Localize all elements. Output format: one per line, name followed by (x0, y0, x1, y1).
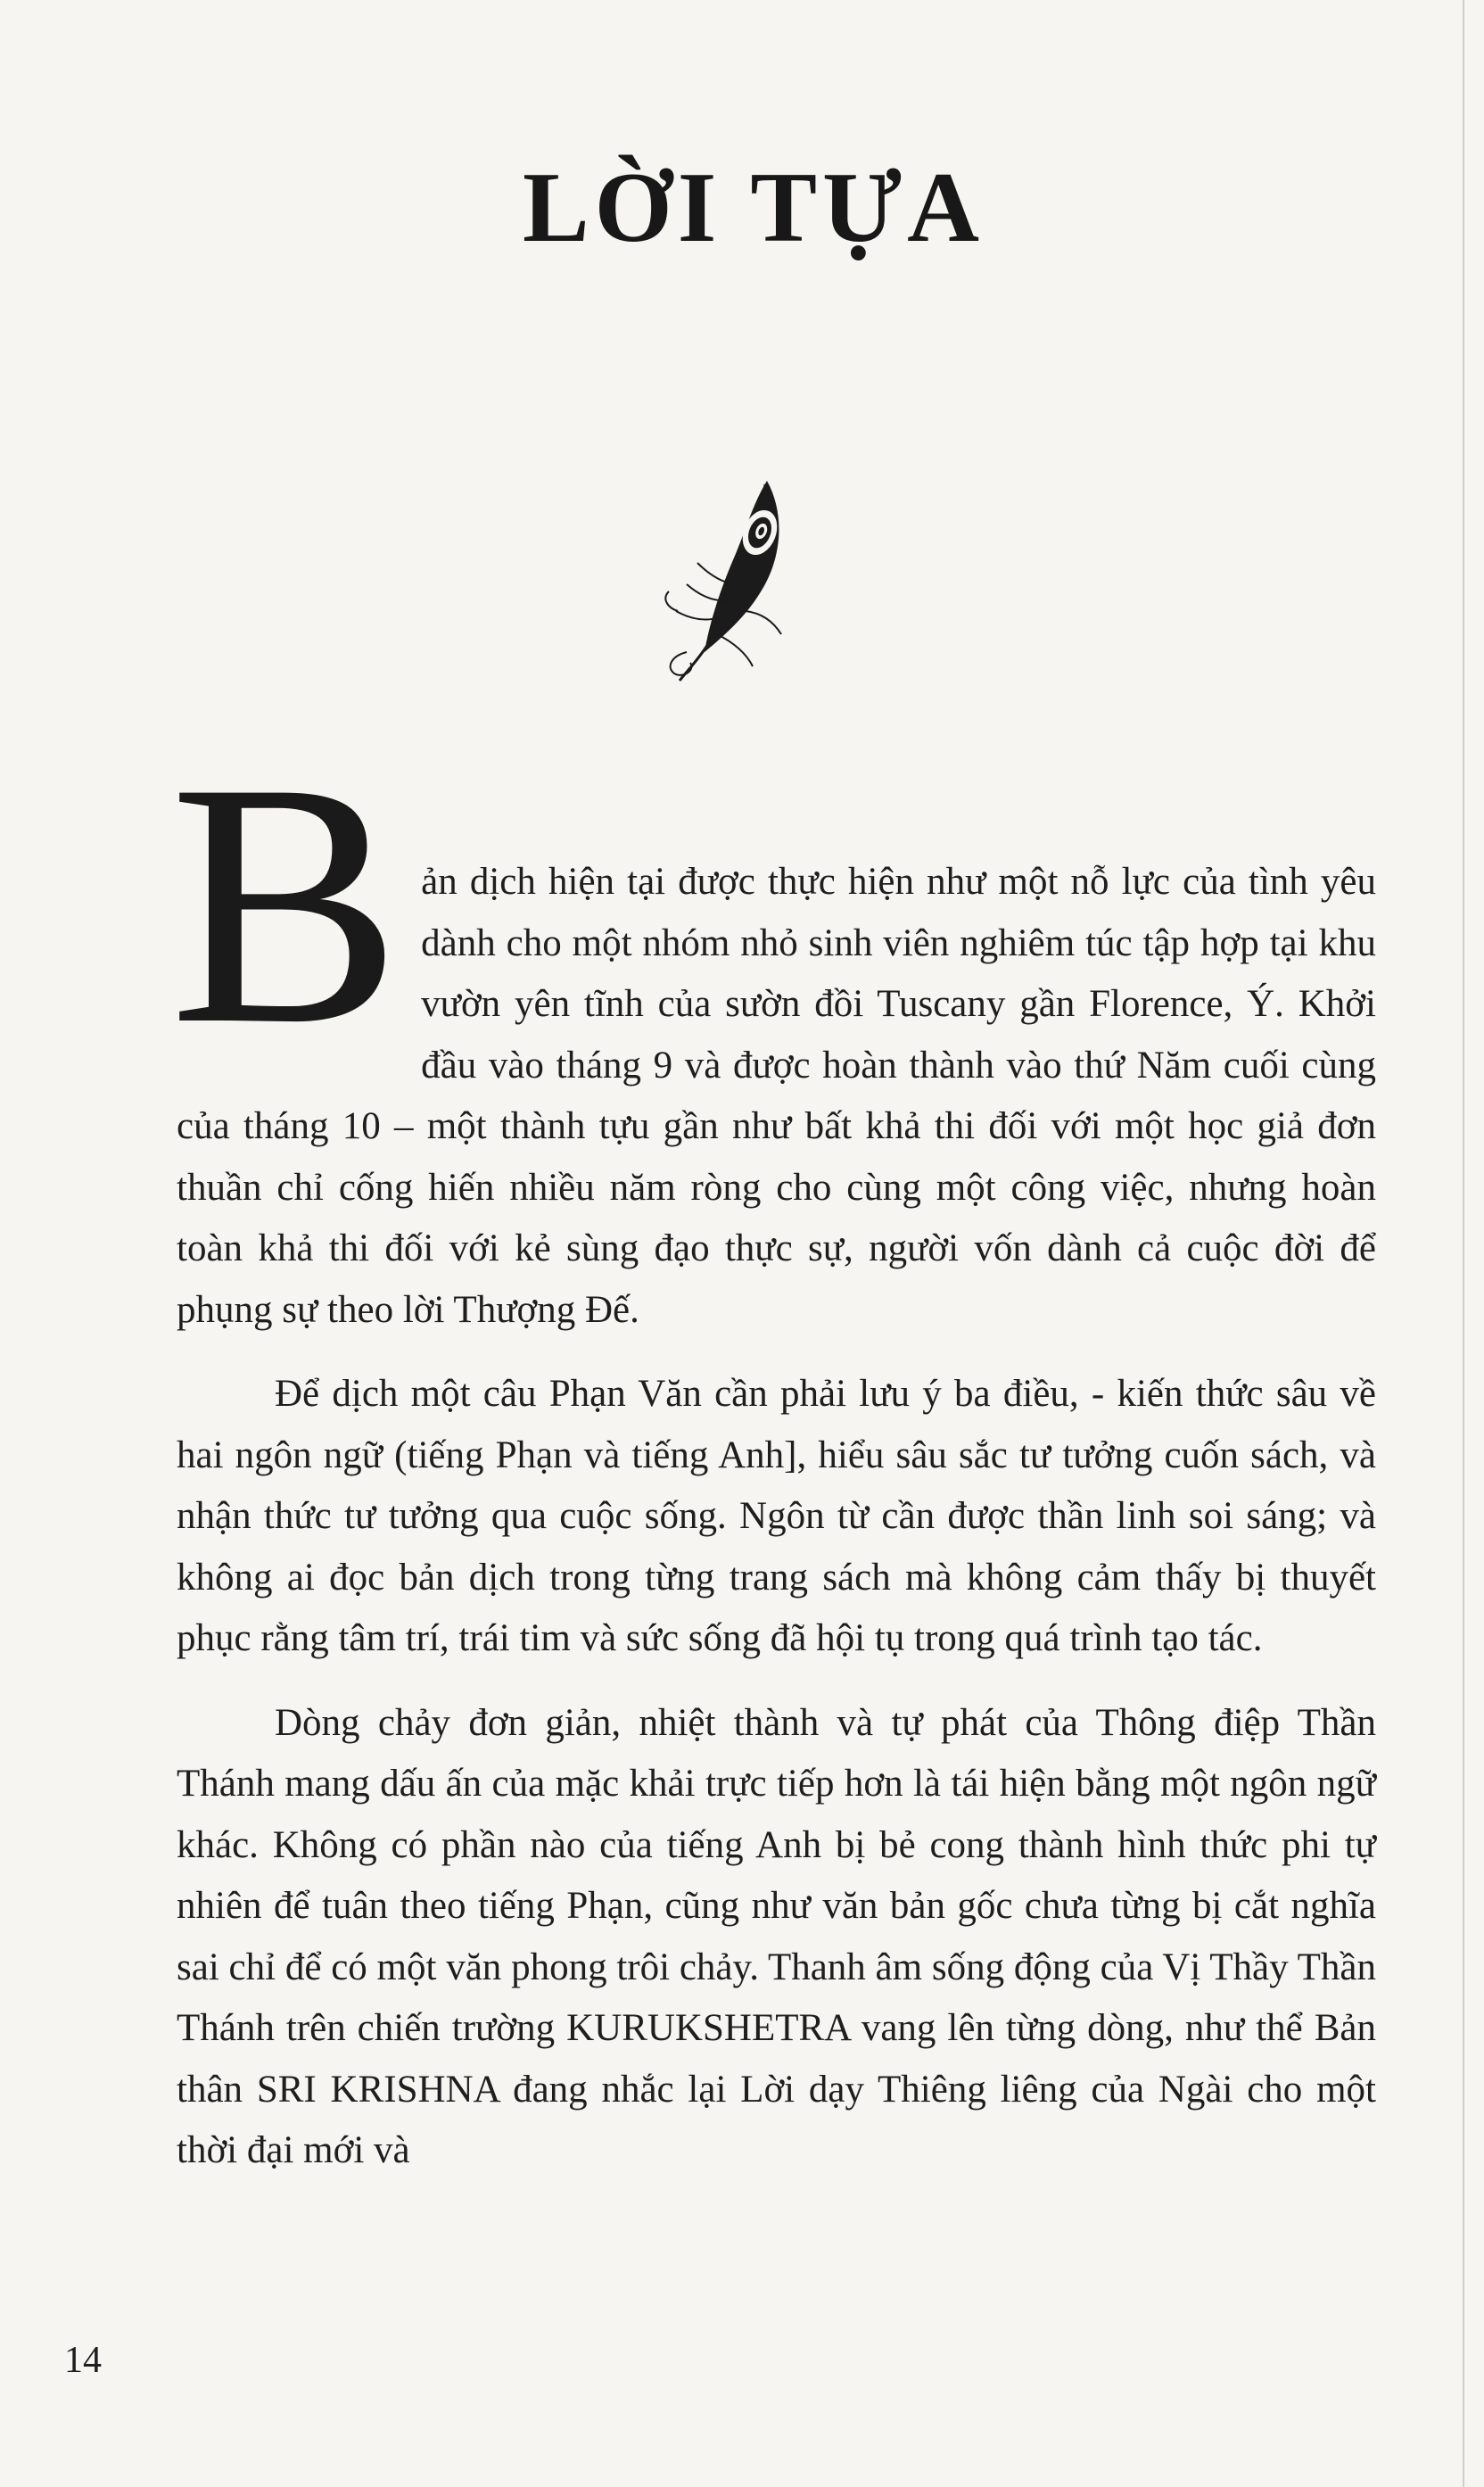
page-edge-divider (1463, 0, 1464, 2487)
drop-cap-initial: B (169, 711, 402, 1096)
body-text (169, 711, 1376, 2182)
paragraph-3: Dòng chảy đơn giản, nhiệt thành và tự phát của Thông điệp Thần Thánh mang dấu ấn của mặc khải trực tiếp hơn là tái hiện bằng một ngôn ngữ khác. Không có phần nào của tiếng Anh bị bẻ cong thành hình thức phi tự nhiên để tuân theo tiếng Phạn, cũng như văn bản gốc chưa từng bị cắt nghĩa sai chỉ để có một văn phong trôi chảy. Thanh âm sống động của Vị Thầy Thần Thánh trên chiến trường KURUKSHETRA vang lên từng dòng, như thể Bản thân SRI KRISHNA đang nhắc lại Lời dạy Thiêng liêng của Ngài cho một thời đại mới và (177, 1701, 1376, 2171)
paragraph-1-text: ản dịch hiện tại được thực hiện như một nỗ lực của tình yêu dành cho một nhóm nhỏ sinh viên nghiêm túc tập hợp tại khu vườn yên tĩnh của sườn đồi Tuscany gần Florence, Ý. Khởi đầu vào tháng 9 và được hoàn thành vào thứ Năm cuối cùng của tháng 10 – một thành tựu gần như bất khả thi đối với một học giả đơn thuần chỉ cống hiến nhiều năm ròng cho cùng một công việc, nhưng hoàn toàn khả thi đối với kẻ sùng đạo thực sự, người vốn dành cả cuộc đời để phụng sự theo lời Thượng Đế. (177, 861, 1376, 1331)
chapter-title: LỜI TỰA (522, 153, 985, 263)
paragraph-1 (169, 711, 1376, 1341)
peacock-feather-icon (660, 477, 803, 682)
page-number: 14 (64, 2340, 102, 2381)
paragraph-2: Để dịch một câu Phạn Văn cần phải lưu ý ba điều, - kiến thức sâu về hai ngôn ngữ (tiếng Phạn và tiếng Anh], hiểu sâu sắc tư tưởng cuốn sách, và nhận thức tư tưởng qua cuộc sống. Ngôn từ cần được thần linh soi sáng; và không ai đọc bản dịch trong từng trang sách mà không cảm thấy bị thuyết phục rằng tâm trí, trái tim và sức sống đã hội tụ trong quá trình tạo tác. (177, 1373, 1376, 1659)
